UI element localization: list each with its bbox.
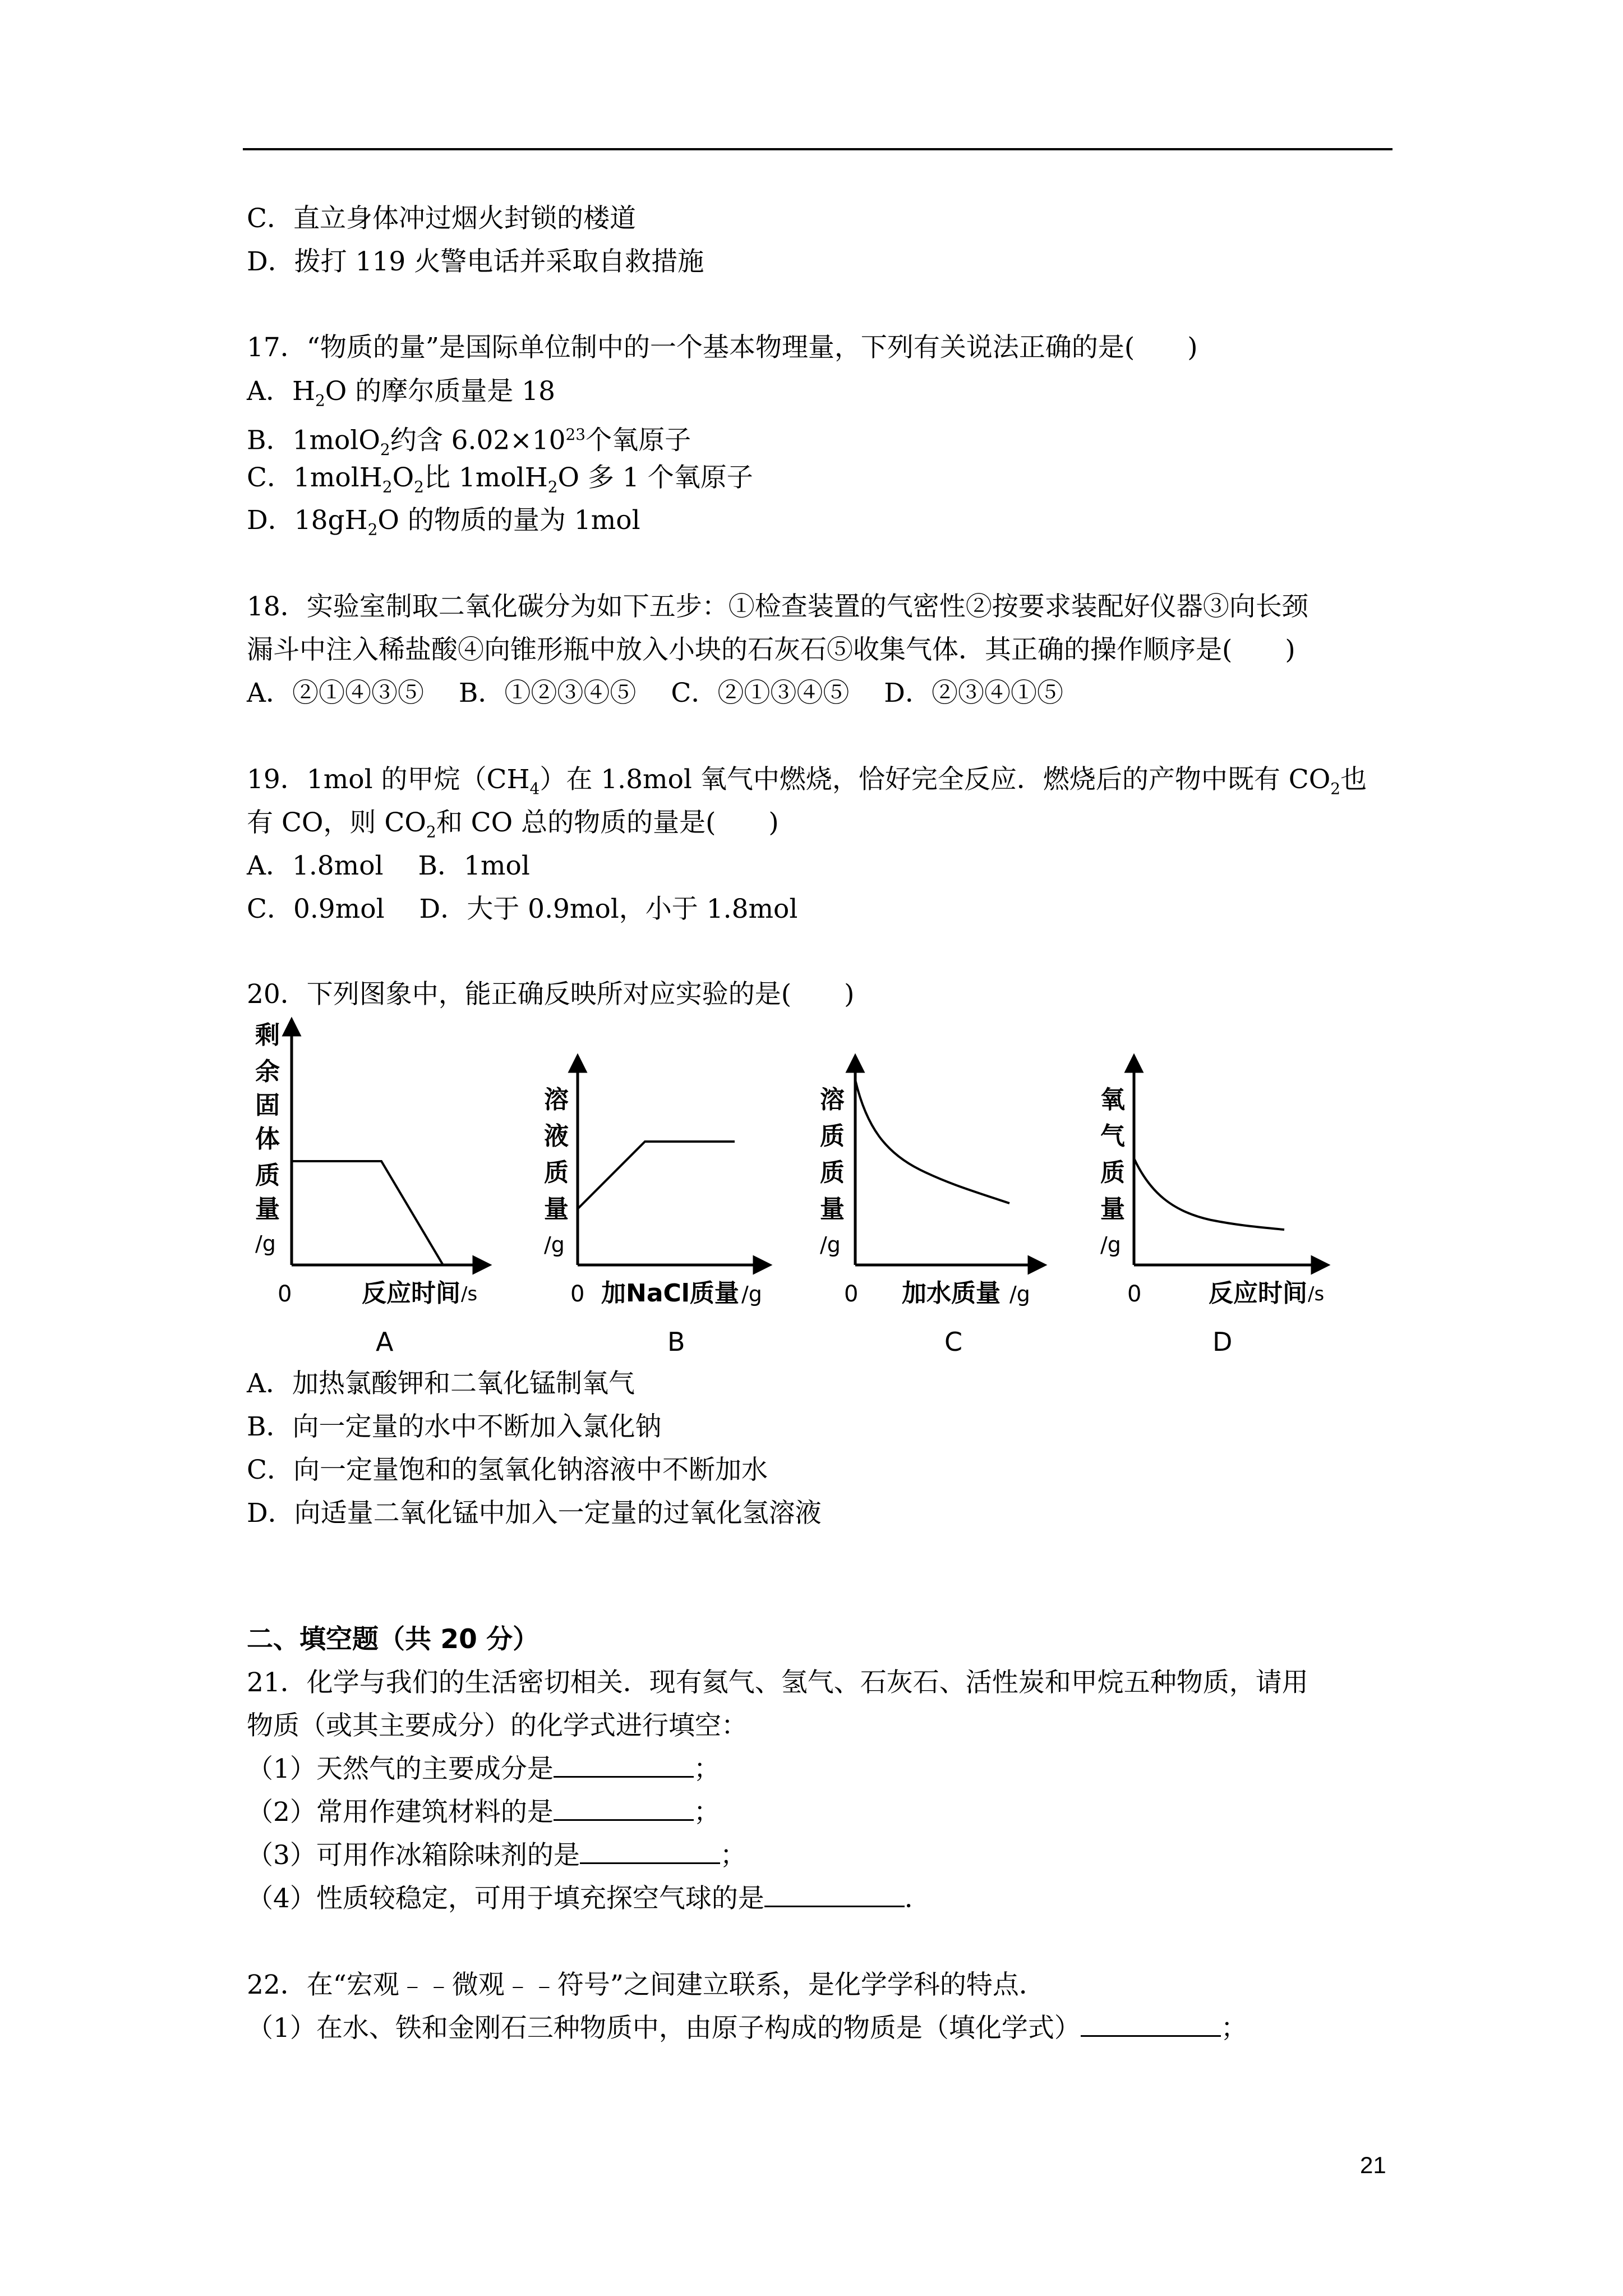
- graph-b-unit: /g: [544, 1232, 565, 1257]
- graph-c-axes: [855, 1063, 1038, 1265]
- q17-option-c: C．$1molH_2O_2$比 1molH$_2$O 多 1 个氧原子: [247, 462, 753, 496]
- graph-c-ylabel-1: 溶: [820, 1085, 845, 1114]
- answer-blank[interactable]: [1081, 2013, 1221, 2037]
- graph-c-xunit: /g: [1009, 1282, 1030, 1306]
- graph-c: [820, 1063, 1038, 1357]
- q21-line2: 物质（或其主要成分）的化学式进行填空：: [247, 1710, 748, 1741]
- graph-a-xlabel: 反应时间: [362, 1279, 460, 1308]
- graph-d-ylabel-1: 氧: [1100, 1085, 1125, 1114]
- graph-a-origin: 0: [278, 1281, 292, 1307]
- q22-line1: 22．在“宏观﹣﹣微观﹣﹣符号”之间建立联系，是化学学科的特点．: [247, 1970, 1045, 2000]
- q16-option-c: C．直立身体冲过烟火封锁的楼道: [247, 203, 636, 234]
- answer-blank[interactable]: [554, 1754, 694, 1778]
- q21-sub2: （2）常用作建筑材料的是 ；: [247, 1797, 720, 1828]
- graph-a-xunit: /s: [461, 1283, 478, 1305]
- graph-c-xlabel: 加水质量: [902, 1279, 1000, 1308]
- graph-a-letter: A: [376, 1327, 394, 1357]
- q22-sub1: （1）在水、铁和金刚石三种物质中，由原子构成的物质是（填化学式） ；: [247, 2013, 1247, 2044]
- graph-a-ylabel-6: 量: [255, 1195, 280, 1223]
- q21-sub1: （1）天然气的主要成分是 ；: [247, 1754, 720, 1784]
- graph-d-letter: D: [1212, 1327, 1233, 1357]
- q18-options: A．②①④③⑤ B．①②③④⑤ C．②①③④⑤ D．②③④①⑤: [247, 678, 1063, 708]
- answer-blank[interactable]: [580, 1840, 720, 1864]
- graph-d-xunit: /s: [1308, 1283, 1325, 1305]
- q20-option-b: B．向一定量的水中不断加入氯化钠: [247, 1411, 662, 1442]
- graph-d-unit: /g: [1100, 1232, 1121, 1257]
- answer-blank[interactable]: [764, 1883, 905, 1907]
- section-title: 二、填空题（共 20 分）: [247, 1624, 540, 1655]
- q21-line1: 21．化学与我们的生活密切相关．现有氦气、氢气、石灰石、活性炭和甲烷五种物质，请用: [247, 1667, 1308, 1698]
- q19-line1: 19．1mol 的甲烷$(CH_4)$在 1.8mol 氧气中燃烧，恰好完全反应．燃烧后的产物中既有 $CO_2$也: [247, 764, 1367, 798]
- graph-c-curve: [855, 1080, 1009, 1203]
- graph-d-ylabel-4: 量: [1100, 1195, 1125, 1223]
- q17-option-b: B．1molO$_2$约含 $6.02\times 10^{23}$个氧原子: [247, 425, 691, 459]
- q20-stem: 20．下列图象中，能正确反映所对应实验的是( ): [247, 979, 855, 1010]
- q20-option-d: D．向适量二氧化锰中加入一定量的过氧化氢溶液: [247, 1498, 822, 1529]
- q17-option-d: D．$18gH_2O$ 的物质的量为 1mol: [247, 505, 640, 539]
- graph-d-axes: [1134, 1063, 1321, 1265]
- graph-b-axes: [578, 1063, 763, 1265]
- graph-b-ylabel-2: 液: [544, 1122, 569, 1151]
- graph-d-ylabel-3: 质: [1100, 1158, 1125, 1187]
- graph-b-curve: [578, 1142, 735, 1209]
- graph-b-xlabel: 加NaCl质量: [601, 1279, 739, 1308]
- q16-option-d: D．拨打 119 火警电话并采取自救措施: [247, 246, 704, 277]
- graph-a-ylabel-2: 余: [255, 1057, 280, 1086]
- graph-c-origin: 0: [844, 1281, 859, 1307]
- graph-a-ylabel-3: 固: [255, 1091, 280, 1120]
- graph-d-curve: [1134, 1158, 1284, 1230]
- q20-option-c: C．向一定量饱和的氢氧化钠溶液中不断加水: [247, 1455, 768, 1485]
- graph-c-ylabel-3: 质: [820, 1158, 845, 1187]
- graph-a-ylabel-1: 剩: [255, 1021, 280, 1050]
- graph-b-origin: 0: [570, 1281, 585, 1307]
- graph-b-letter: B: [667, 1327, 685, 1357]
- graph-a-curve: [292, 1161, 443, 1265]
- graph-a: [255, 1021, 482, 1357]
- graph-b-ylabel-3: 质: [544, 1158, 569, 1187]
- graph-d-xlabel: 反应时间: [1209, 1279, 1307, 1308]
- q17-option-a: A．$H_2O$ 的摩尔质量是 18: [247, 376, 555, 410]
- graph-c-letter: C: [944, 1327, 963, 1357]
- answer-blank[interactable]: [554, 1797, 694, 1821]
- q18-line1: 18．实验室制取二氧化碳分为如下五步：①检查装置的气密性②按要求装配好仪器③向长颈: [247, 591, 1308, 622]
- q18-line2: 漏斗中注入稀盐酸④向锥形瓶中放入小块的石灰石⑤收集气体．其正确的操作顺序是( ): [247, 634, 1295, 665]
- graph-b-ylabel-4: 量: [544, 1195, 569, 1223]
- q19-options-ab: A．1.8mol B．1mol: [247, 850, 530, 881]
- graph-d: [1100, 1063, 1324, 1357]
- graph-b-xunit: /g: [741, 1282, 762, 1306]
- graph-d-origin: 0: [1127, 1281, 1142, 1307]
- graph-c-ylabel-2: 质: [820, 1122, 845, 1151]
- q17-stem: 17．“物质的量”是国际单位制中的一个基本物理量，下列有关说法正确的是( ): [247, 332, 1198, 363]
- graph-a-ylabel-4: 体: [255, 1125, 280, 1153]
- q19-options-cd: C．0.9mol D．大于 0.9mol，小于 1.8mol: [247, 894, 798, 924]
- graph-d-ylabel-2: 气: [1100, 1122, 1125, 1151]
- q19-line2: 有 CO，则 $CO_2$和 CO 总的物质的量是( ): [247, 807, 779, 841]
- q21-sub3: （3）可用作冰箱除味剂的是 ；: [247, 1840, 746, 1871]
- graph-b-ylabel-1: 溶: [544, 1085, 569, 1114]
- page-number: 21: [1360, 2152, 1386, 2178]
- graph-a-axes: [292, 1027, 482, 1265]
- graph-c-unit: /g: [820, 1232, 841, 1257]
- graph-b: [544, 1063, 763, 1357]
- q20-option-a: A．加热氯酸钾和二氧化锰制氧气: [247, 1368, 635, 1399]
- graph-c-ylabel-4: 量: [820, 1195, 845, 1223]
- q21-sub4: （4）性质较稳定，可用于填充探空气球的是 ．: [247, 1883, 931, 1914]
- graph-a-unit: /g: [255, 1231, 276, 1256]
- graph-a-ylabel-5: 质: [255, 1161, 280, 1190]
